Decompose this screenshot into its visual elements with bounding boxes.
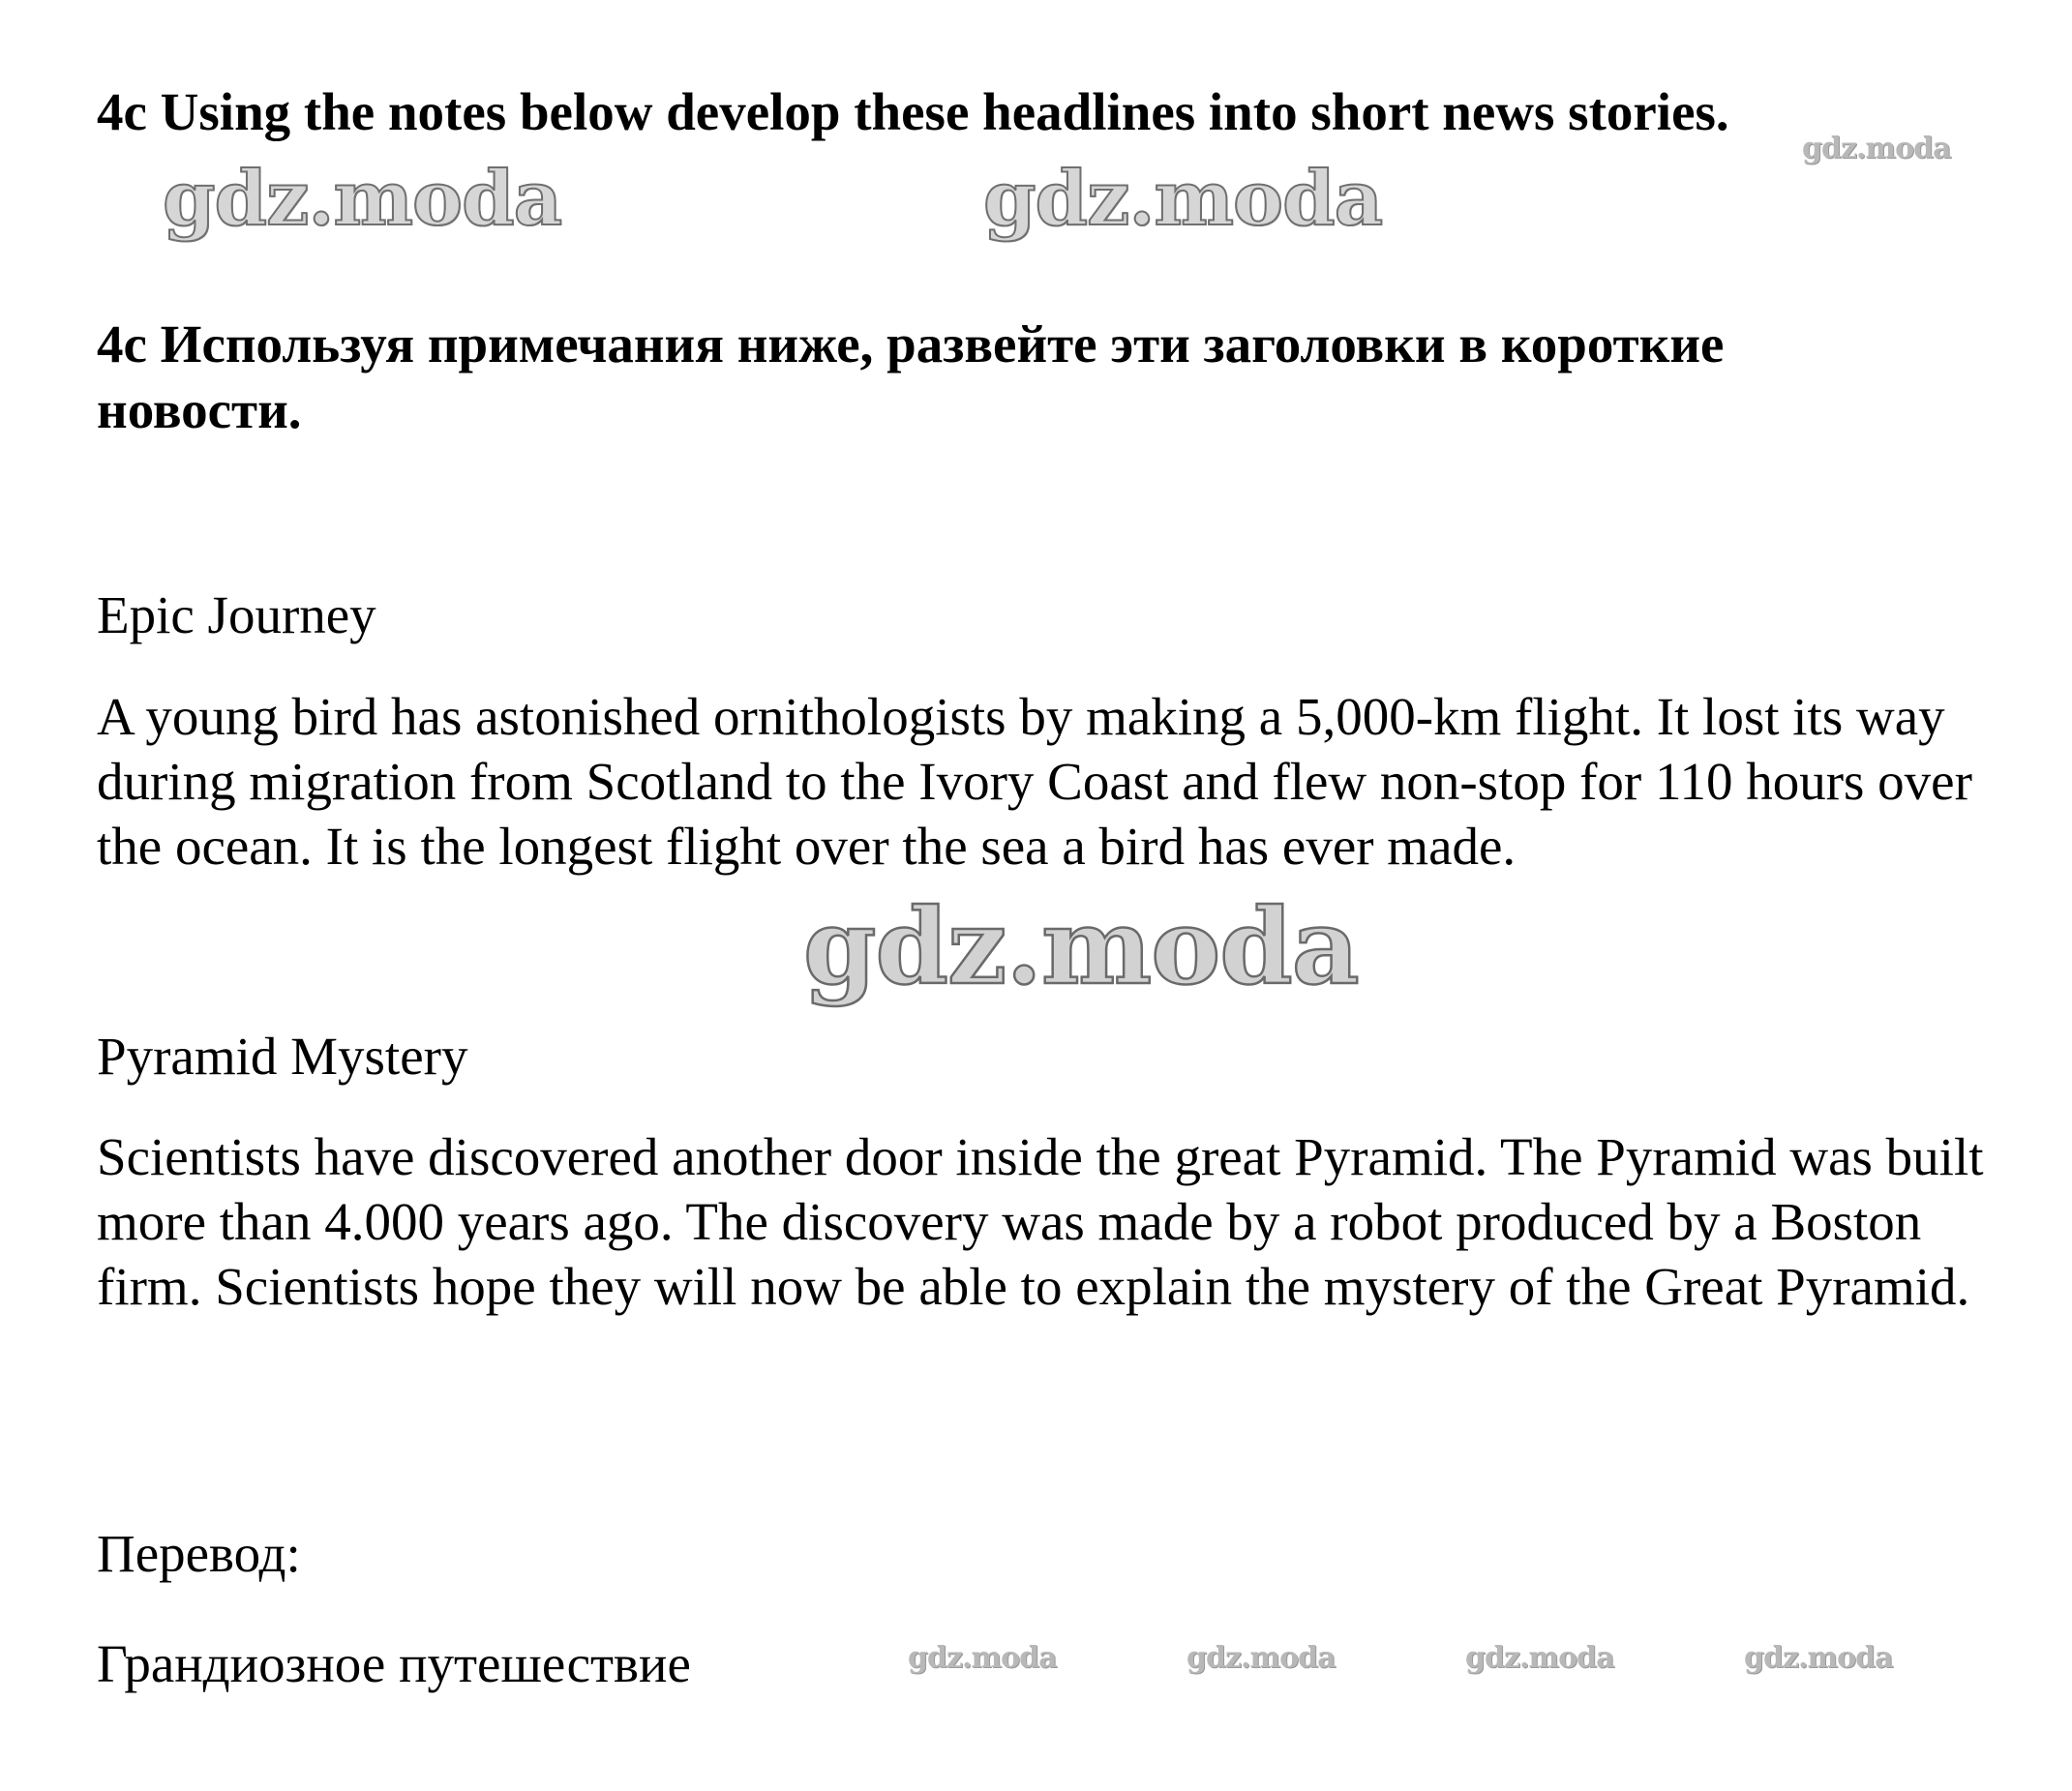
watermark-top-right: gdz.moda — [1802, 132, 1951, 165]
watermark-bottom-4: gdz.moda — [1744, 1641, 1893, 1675]
task-heading-english: 4c Using the notes below develop these headlines into short news stories. — [97, 82, 1729, 141]
watermark-bottom-3: gdz.moda — [1465, 1641, 1614, 1675]
watermark-middle: gdz.moda — [803, 886, 1359, 1008]
story-title-pyramid-mystery: Pyramid Mystery — [97, 1027, 468, 1086]
story-text-pyramid-mystery: Scientists have discovered another door inside the great Pyramid. The Pyramid was built more than 4.000 years ago. The discovery was made by a robot produced by a Boston firm. Scientists hope they will now be able to explain the mystery of the Great Pyramid. — [97, 1127, 1984, 1316]
watermark-bottom-1: gdz.moda — [908, 1641, 1057, 1675]
watermark-top-left: gdz.moda — [163, 155, 562, 243]
watermark-top-center: gdz.moda — [983, 155, 1383, 243]
translation-story-title: Грандиозное путешествие — [97, 1634, 691, 1693]
task-heading-russian: 4c Используя примечания ниже, развейте эти заголовки в короткие новости. — [97, 314, 1725, 439]
story-title-epic-journey: Epic Journey — [97, 585, 376, 644]
translation-label: Перевод: — [97, 1524, 301, 1583]
story-text-epic-journey: A young bird has astonished ornithologists by making a 5,000-km flight. It lost its way during migration from Scotland to the Ivory Coast and flew non-stop for 110 hours over the ocean. It is the longest flight over the sea a bird has ever made. — [97, 687, 1972, 876]
watermark-bottom-2: gdz.moda — [1186, 1641, 1336, 1675]
